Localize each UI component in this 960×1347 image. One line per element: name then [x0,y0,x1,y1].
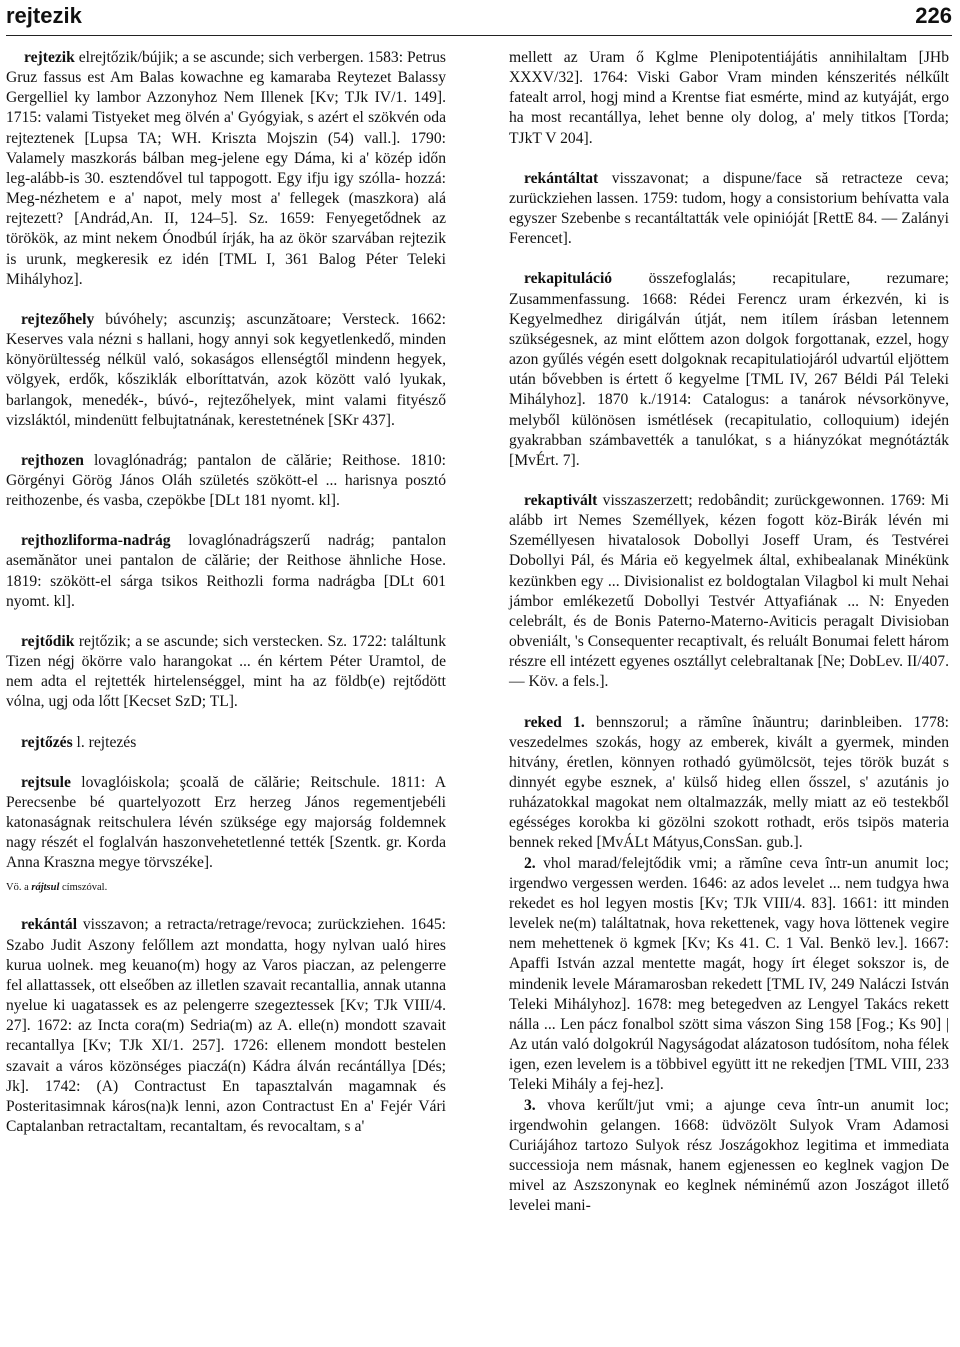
headword: rejtsule [21,773,71,791]
entry-rekantaltat [509,169,949,250]
headword: rejthozliforma-nadrág [21,532,171,550]
entry-rejtodik [6,632,446,713]
headword: rejthozen [21,451,84,469]
entry-rekaptivalt [509,491,949,693]
cross-reference-note [6,881,446,895]
headword: rejtődik [21,632,75,650]
sense-number: 2. [524,854,536,872]
entry-reked-sense-2 [509,854,949,1096]
entry-reked-sense-1 [509,713,949,854]
headword: rekántál [21,916,78,934]
right-column [509,48,949,1216]
left-column [6,48,446,1157]
entry-rekapitulacio [509,269,949,471]
running-head-word: rejtezik [6,3,82,28]
entry-text: búvóhely; ascunziş; ascunzătoare; Versteck. 1662: Keserves vala nézni s hallani, hogy annyi sok kegyetlenkedő, minden könyörültesség nélkül való, sokaságos ellenségtől mindenn hegyek, völgyek, erdők, kősziklák elboríttatván, azok között való lyukak, barlangok, menedék-, búvó-, rejtezőhelyek, mint valami fityésző vizsláktól, mindenütt felbujtatnának, kerestetnének [SKr 437]. [6,310,446,429]
sense-number: 3. [524,1096,536,1114]
header-rule [6,35,952,36]
note-suffix: címszóval. [59,882,108,894]
page-number: 226 [915,3,952,28]
entry-rejtezohely [6,310,446,431]
headword: rejtezik [24,49,75,66]
entry-rejtozes [6,733,446,753]
entry-text: l. rejtezés [72,733,137,751]
entry-rejthozliforma-nadrag [6,531,446,612]
note-prefix: Vö. a [6,882,32,894]
entry-text: lovaglónadrágszerű nadrág; pantalon asemănător unei pantalon de călărie; der Reithose ähnliche Hose. 1819: szökött-el sárga tsikos Reithozli forma nadrágba [DLt 601 nyomt. kl]. [6,532,446,610]
entry-text: visszavonat; a dispune/face să retracteze ceva; zurückziehen lassen. 1759: tudom, hogy a consistorium behívatta vala egyszer Szebenbe s recantáltatták vele opinióját [RettE 84. — Zalányi Ferencet]. [509,169,949,248]
running-header [6,2,952,36]
headword: rejtőzés [21,733,73,751]
entry-rekantal-continued [509,48,949,149]
entry-rejthozen [6,451,446,511]
headword: rekapituláció [524,270,613,288]
note-ref: rájtsul [31,882,60,894]
entry-text: visszavon; a retracta/retrage/revoca; zurückziehen. 1645: Szabo Judit Aszony felőllem azt mondatta, hogy nylvan ualó hires kurua uolnek. meg keuano(m) hogy az Varos piaczan, az pelengerre fel allattassek, ott elseőben az illetlen szavait recantallia, annak utanna nyelue ki uagatassek es az pelengerre szegeztessek [Kv; TJk VIII/4. 27]. 1672: az Incta cora(m) Sedria(m) az A. elle(n) mondott szavait recantallya [Kv; TJk XI/1. 257]. 1726: ellenem mondott bestelen szavait a város közönséges piaczá(n) Kádra álván recántállya [Dés; Jk]. 1742: (A) Contractust En tapasztalván magamnak és Posteritasimnak káros(na)k lenni, azon Contractust En a' Fejér Vári Captalanban retractaltam, recantaltam, és revocaltam, s a' [6,916,446,1136]
entry-text: lovaglónadrág; pantalon de călărie; Reithose. 1810: Görgényi Görög János Oláh születés szökött-el ... harisnya posztó reithozenbe, és vasba, czepökbe [DLt 181 nyomt. kl]. [6,451,446,510]
sense-text: bennszorul; a rămîne înăuntru; darinbleiben. 1778: veszedelmes szokás, hogy az emberek, kivált a gyermek, minden hitvány, éretlen, könnyen rothadó gyümölcsöt, tejes török buzát s dinnyét egybe esznek, a' külső hideg ellen ősszel, s' azutánis jo ruházatokkal magokat nem oltalmazzák, melly miatt az eö testekből egésséges korokba ki gözölni szokott rothadt, erös tsipös materia bennek reked [MvÁLt Mátyus,ConsSan. gub.]. [509,713,949,852]
headword: rekántáltat [524,169,599,187]
entry-text: elrejtőzik/bújik; a se ascunde; sich verbergen. 1583: Petrus Gruz fassus est Am Balas kowachne eg kamaraba Reytezet Balassy Gergelliel ky lambor Azzonyhoz Nem Illenek [Kv; TJk IV/1. 149]. 1715: valami Tistyeket meg ölvén a' Gyógyiak, s azért el szökvén oda rejteztenek [Lupsa TA; WH. Kriszta Mojszin (54) vall.]. 1790: Valamely maszkorás bálban meg-jelene egy Dáma, ki a' közép időn leg-alább-is 30. esztendővel tul tappogott. Egy ifju igy szólla- hozzá: Meg-nézhetem e a' napot, mely most a' fellegek (maszkora) alá rejtezett? [Andrád,An. II, 124–5]. Sz. 1659: Fenyegetődnek az törökök, az mint nekem Ónodbúl írják, ha az ökör szarvában rejtezik is urunk, megkeresik ez idén [TML I, 361 Balog Péter Teleki Mihályhoz]. [6,49,446,288]
entry-text: visszaszerzett; redobândit; zurückgewonnen. 1769: Mi alább irt Nemes Személlyek, kézen fogott köz-Birák lévén mi Személlyesen hivatalosok Dobollyi Joseff Uram, és Testvérei Dobollyi Pál, és Mária eö kegyelmek által, exhibealanak Minékünk kezünkben egy ... Divisionalist ez boldogtalan Vilagbol ki mult Nehai jámbor emlékezetű Dobollyi Testvér Attyafiának ... N: Enyeden celebrált, és de Bonis Paterno-Materno-Aviticis peragalt Divisioban obveniált, 's Consequenter recaptivalt, és reluált Bonumai felett három részre ell intézett egyenes osztállyt celebraltanak [Ne; DobLev. II/407. — Köv. a fels.]. [509,491,949,691]
sense-number: 1. [573,713,585,731]
entry-rejtezik [6,48,446,290]
entry-rekantal [6,915,446,1137]
entry-reked-sense-3 [509,1096,949,1217]
headword: rekaptivált [524,491,598,509]
sense-text: vhova kerűlt/jut vmi; a ajunge ceva într-un anumit loc; irgendwohin gelangen. 1668: üdvözölt Sulyok Vram Adamosi Curiájához tartozo Sulyok rész Joszágokhoz legitima et immediata successioja nem másnak, hanem egjenessen eo keglnek vagjon De mivel az Aszszonynak eo keglnek néminémű azon Joszágot illető levelei mani- [509,1096,949,1215]
entry-text: rejtőzik; a se ascunde; sich verstecken. Sz. 1722: találtunk Tizen négj ökörre valo harangokat ... én kértem Péter Uramtol, de nem adta el rejtették hirtelenséggel, mint ha az földb(e) rejtődött vólna, ugj oda lőtt [Kecset SzD; TL]. [6,632,446,711]
headword: rejtezőhely [21,310,95,328]
entry-rejtsule [6,773,446,874]
sense-text: vhol marad/felejtődik vmi; a rămîne ceva într-un anumit loc; irgendwo vergessen werden. 1646: az ados levelet ... nem tudgya hwa rekedet es hol legyen mostis [Kv; TJk VIII/4. 83]. 1661: itt minden levelek ne(m) találtatnak, hova rekettenek, vagy hova löttenek vegire nem mehettenek ö kgmek [Kv; Ks 41. C. 1 Val. Benkö lev.]. 1667: Apaffi István azzal mentette magát, hogy írt éleget sokszor is, de mindenik levele Máramarosban rekedett [TML IV, 249 Naláczi István Teleki Mihályhoz]. 1678: meg betegedven az Lengyel Takács rekett nálla ... Len pácz fonalbol szött sima vászon Sing 158 [Fog.; Ks 90] | Az után való dolgokrúl Nagyságodat alázatoson tudósítom, noha félek igen, ezen levelem is a többivel együtt itt ne rekedjen [TML VIII, 233 Teleki Mihály a fej-hez]. [509,854,949,1094]
entry-text: lovaglóiskola; şcoală de călărie; Reitschule. 1811: A Perecsenbe bé quartelyozott Erz herzeg János regementjebéli katonaságnak reitschulera lévén szüksége egy majorság foldemnek nagy részét el foglalván haszonvehetetlenné tették [Szentk. gr. Korda Anna Kraszna megye törvszéke]. [6,773,446,872]
entry-text: mellett az Uram ő Kglme Plenipotentiájátis annihilaltam [JHb XXXV/32]. 1764: Viski Gabor Vram minden kénszerités nélkűlt fatealt arrol, hogj mind a Krentse fiat esmérte, mind az kutyáját, ergo ha most recantállya, lehet benne oly dolog, a' mely titkos [Torda; TJkT V 204]. [509,49,949,147]
headword: reked [524,713,562,731]
entry-text: összefoglalás; recapitulare, rezumare; Zusammenfassung. 1668: Rédei Ferencz uram érkezvén, ki is Kegyelmedhez dirigálván útját, nem itílem írásban letennem szükségesnek, az mint előttem azon dolgok forgottanak, ezzel, hogy azon gyűlés végén esett dolgoknak recapitulatiojáról udvartúl eljöttem után bővebben is értett ő kegyelme [TML IV, 267 Béldi Pál Teleki Mihályhoz]. 1870 k./1914: Catalogus: a tanárok névsorkönyve, melyből különösen ismétlések (recapitulatio, colloquium) idején gyakrabban számbavették a tanulókat, s a hiányzókat megnótázták [MvÉrt. 7]. [509,270,949,469]
